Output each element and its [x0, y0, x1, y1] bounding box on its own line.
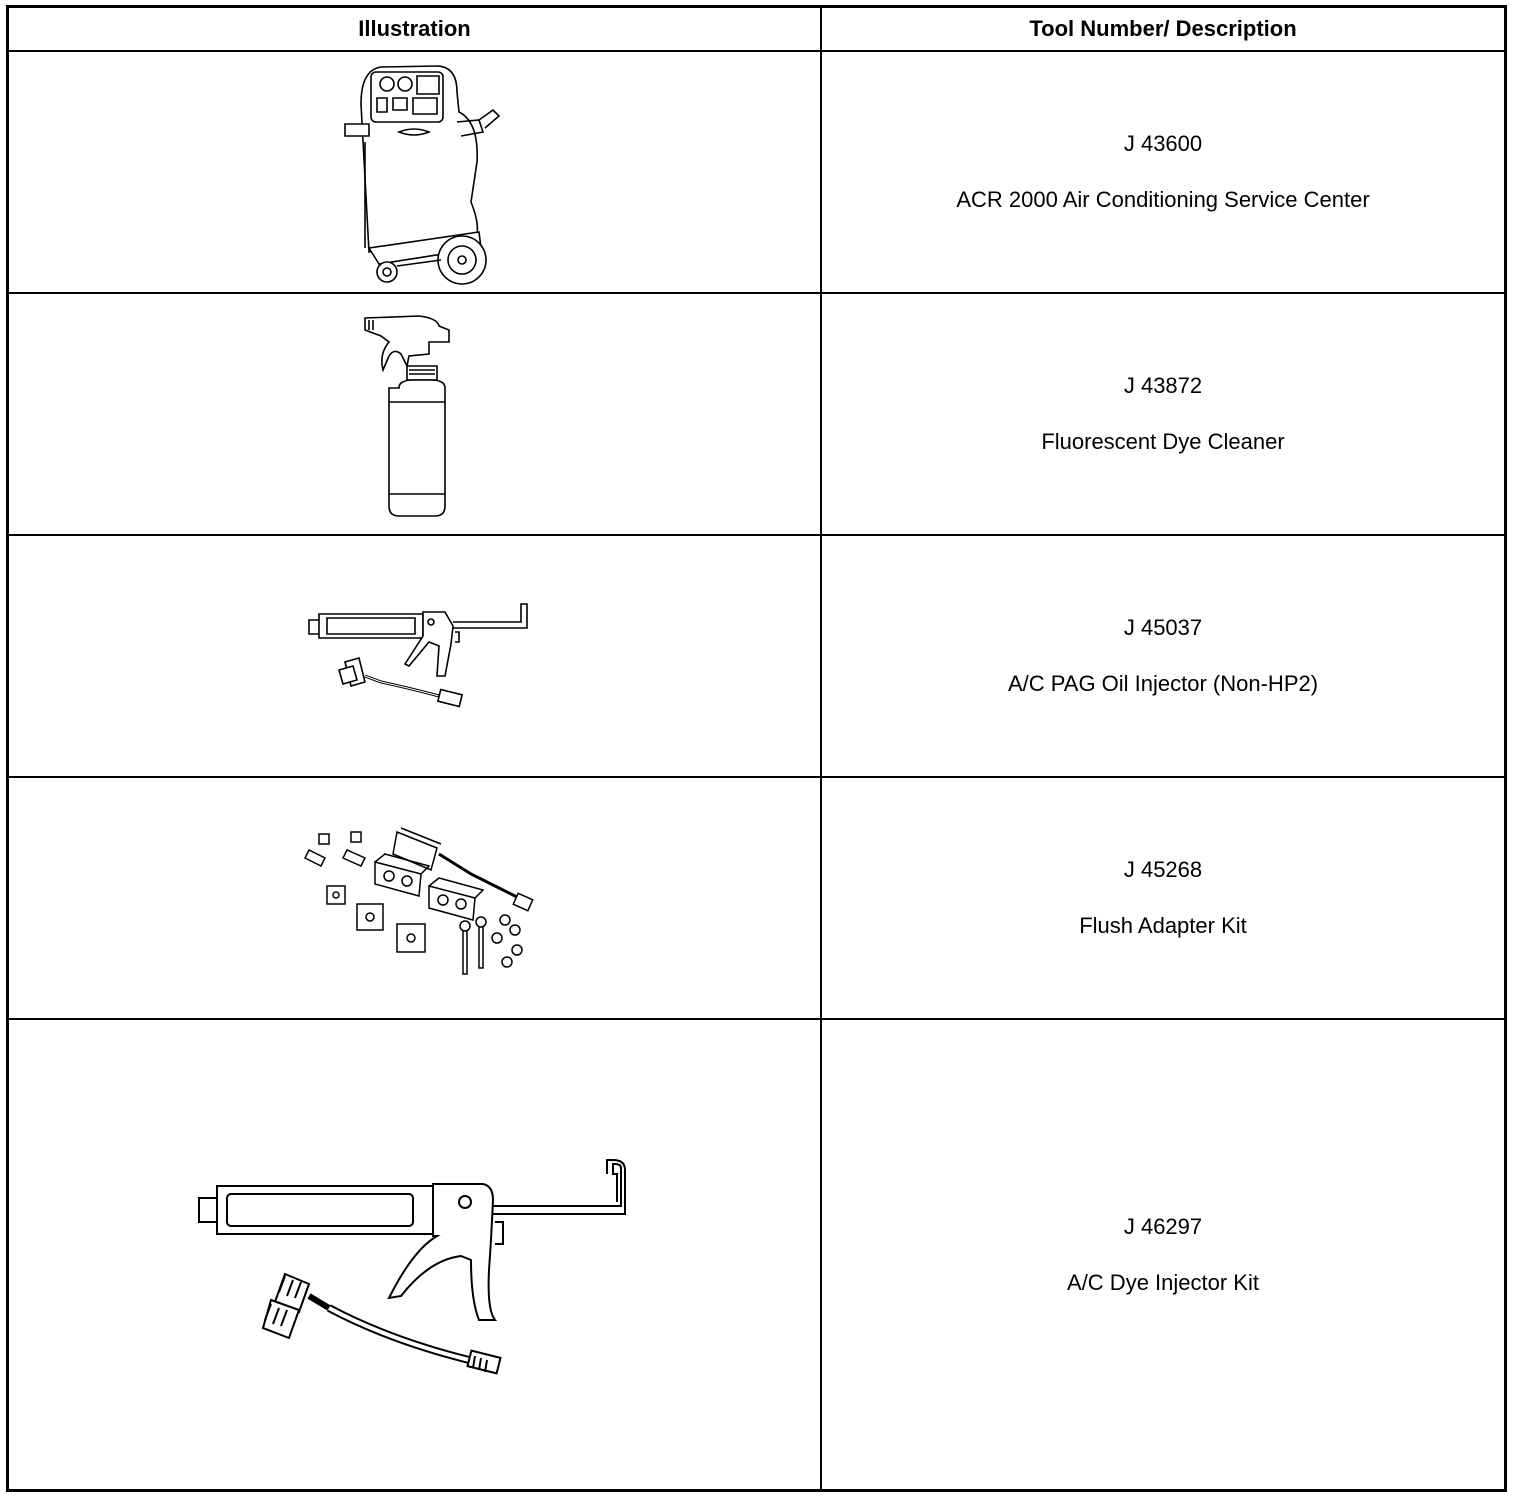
- table-row: [9, 778, 1504, 1020]
- table-row: [9, 536, 1504, 778]
- tool-number: J 43600: [1123, 131, 1203, 156]
- header-description: Tool Number/ Description: [1029, 16, 1297, 41]
- tool-description: Flush Adapter Kit: [1079, 913, 1247, 938]
- description-cell: [822, 778, 1504, 1018]
- dye-injector-kit-icon: [9, 1020, 820, 1489]
- tool-description: A/C Dye Injector Kit: [1067, 1269, 1259, 1295]
- illustration-cell: [9, 536, 820, 776]
- tool-number: J 45037: [1123, 615, 1203, 640]
- spray-bottle-icon: [9, 294, 820, 534]
- table-header: [9, 8, 1504, 52]
- ac-service-center-icon: [9, 52, 820, 292]
- tool-description: Fluorescent Dye Cleaner: [1041, 429, 1285, 454]
- tool-number: J 46297: [1123, 1213, 1203, 1239]
- oil-injector-icon: [9, 536, 820, 776]
- description-cell: [822, 294, 1504, 534]
- flush-adapter-kit-icon: [9, 778, 820, 1018]
- tool-number: J 45268: [1123, 857, 1203, 882]
- tool-description: ACR 2000 Air Conditioning Service Center: [956, 187, 1370, 212]
- description-cell: [822, 536, 1504, 776]
- table-row: [9, 52, 1504, 294]
- illustration-cell: [9, 778, 820, 1018]
- illustration-cell: [9, 1020, 820, 1489]
- description-cell: [822, 52, 1504, 292]
- illustration-cell: [9, 52, 820, 292]
- table-row: [9, 1020, 1504, 1489]
- tool-table: [6, 5, 1507, 1492]
- header-illustration: Illustration: [358, 16, 471, 41]
- illustration-cell: [9, 294, 820, 534]
- table-row: [9, 294, 1504, 536]
- tool-description: A/C PAG Oil Injector (Non-HP2): [1007, 671, 1319, 696]
- tool-number: J 43872: [1123, 373, 1203, 398]
- description-cell: [822, 1020, 1504, 1489]
